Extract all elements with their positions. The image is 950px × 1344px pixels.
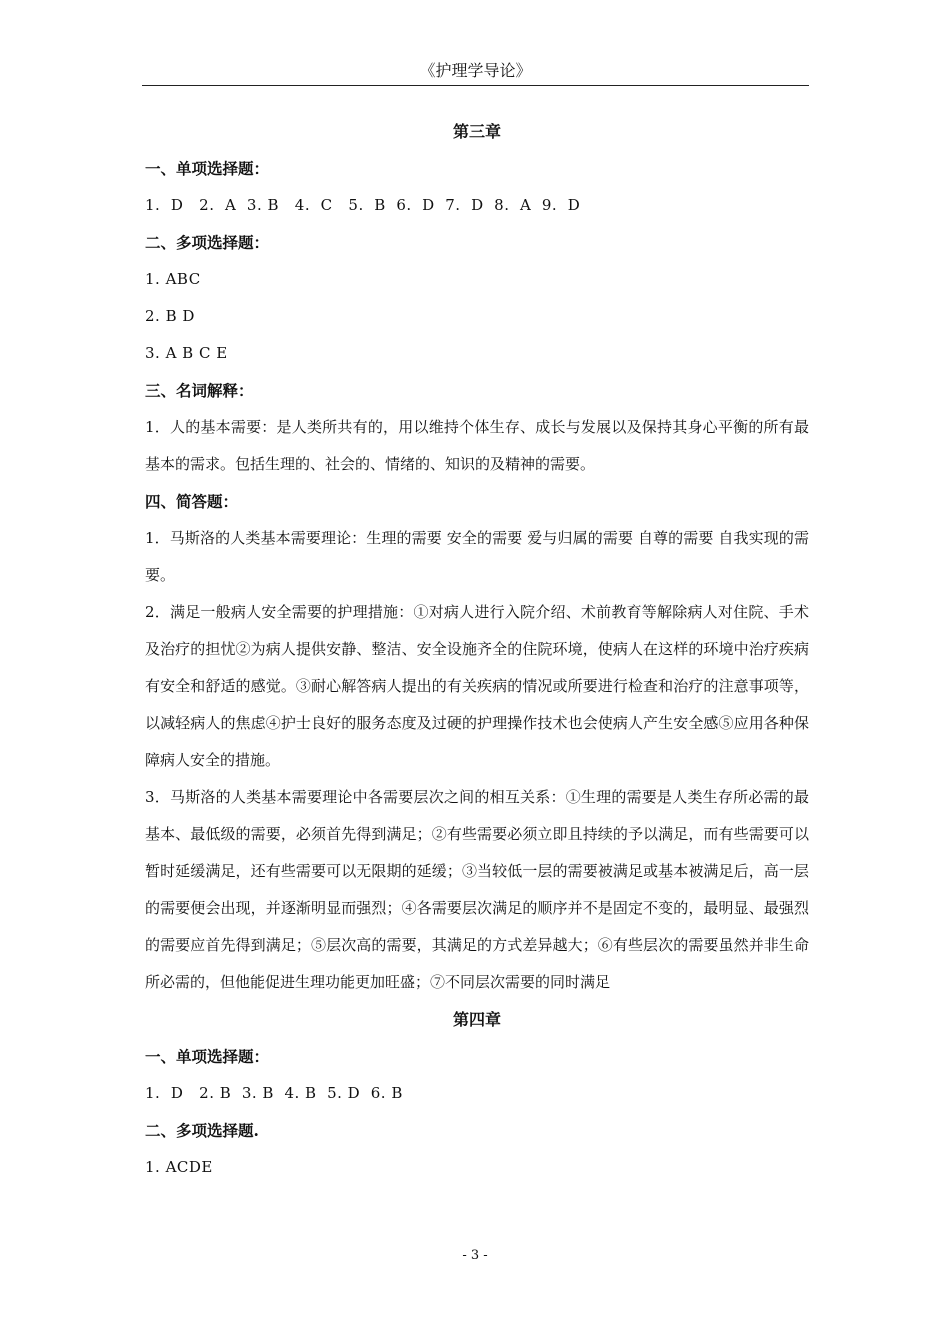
chapter-4-title: 第四章	[452, 1010, 501, 1029]
ch3-multi-choice-heading: 二、多项选择题：	[145, 233, 270, 252]
ch3-terms-heading: 三、名词解释：	[145, 381, 254, 400]
ch3-multi-choice-item: 1. ABC	[145, 270, 201, 288]
ch3-short-answer-1: 1．马斯洛的人类基本需要理论：生理的需要 安全的需要 爱与归属的需要 自尊的需要 自我实现的需要。	[145, 529, 809, 584]
header-rule	[142, 85, 809, 86]
ch4-single-choice-heading: 一、单项选择题：	[145, 1047, 270, 1066]
ch3-short-answer-2: 2．满足一般病人安全需要的护理措施：①对病人进行入院介绍、术前教育等解除病人对住院、手术及治疗的担忧②为病人提供安静、整洁、安全设施齐全的住院环境，使病人在这样的环境中治疗疾病有安全和舒适的感觉。③耐心解答病人提出的有关疾病的情况或所要进行检查和治疗的注意事项等，以减轻病人的焦虑④护士良好的服务态度及过硬的护理操作技术也会使病人产生安全感⑤应用各种保障病人安全的措施。	[145, 603, 809, 769]
ch3-short-answer-3: 3．马斯洛的人类基本需要理论中各需要层次之间的相互关系：①生理的需要是人类生存所必需的最基本、最低级的需要，必须首先得到满足；②有些需要必须立即且持续的予以满足，而有些需要可以暂时延缓满足，还有些需要可以无限期的延缓；③当较低一层的需要被满足或基本被满足后，高一层的需要便会出现，并逐渐明显而强烈；④各需要层次满足的顺序并不是固定不变的，最明显、最强烈的需要应首先得到满足；⑤层次高的需要，其满足的方式差异越大；⑥有些层次的需要虽然并非生命所必需的，但他能促进生理功能更加旺盛；⑦不同层次需要的同时满足	[145, 788, 809, 991]
page-number: - 3 -	[462, 1248, 488, 1263]
ch3-multi-choice-item: 2. B D	[145, 307, 195, 325]
page-content	[145, 113, 809, 1186]
ch3-term-definition: 1．人的基本需要：是人类所共有的，用以维持个体生存、成长与发展以及保持其身心平衡的所有最基本的需求。包括生理的、社会的、情绪的、知识的及精神的需要。	[145, 418, 809, 473]
chapter-3-title: 第三章	[452, 122, 501, 141]
ch4-multi-choice-heading: 二、多项选择题.	[145, 1121, 259, 1140]
ch3-single-choice-heading: 一、单项选择题：	[145, 159, 270, 178]
ch3-short-answer-heading: 四、简答题：	[145, 492, 239, 511]
ch3-single-choice-answers: 1. D 2. A 3. B 4. C 5. B 6. D 7. D 8. A 9. D	[145, 196, 581, 214]
ch4-multi-choice-item: 1. ACDE	[145, 1158, 213, 1176]
ch4-single-choice-answers: 1. D 2. B 3. B 4. B 5. D 6. B	[145, 1084, 403, 1102]
running-header: 《护理学导论》	[419, 61, 532, 80]
ch3-multi-choice-item: 3. A B C E	[145, 344, 228, 362]
